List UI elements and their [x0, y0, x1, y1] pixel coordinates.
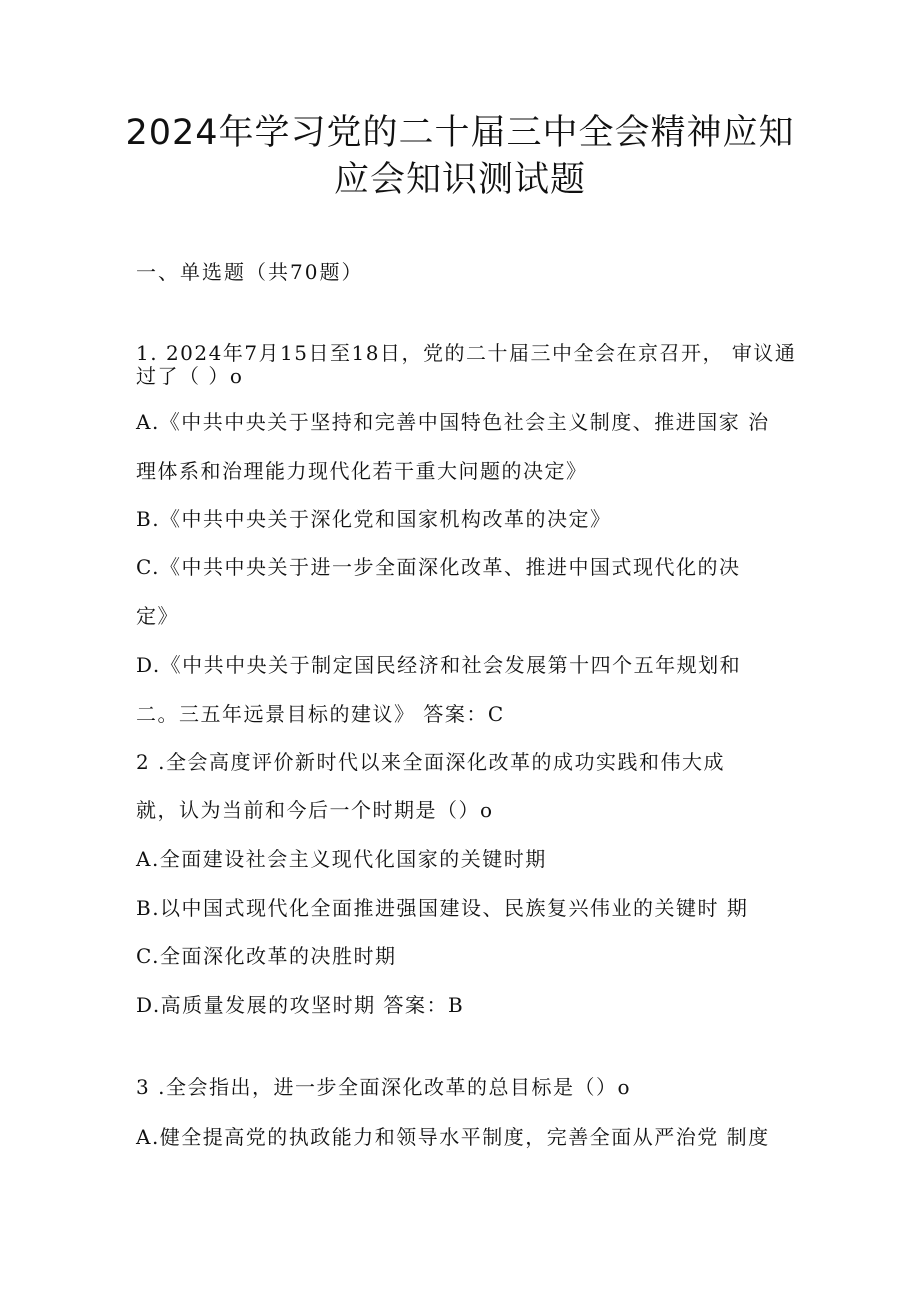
question-2-stem-line-1: 2 .全会高度评价新时代以来全面深化改革的成功实践和伟大成	[136, 750, 725, 774]
question-1-option-c-line-2: 定》	[136, 604, 179, 628]
question-1-option-d-line-2: 二。三五年远景目标的建议》 答案：C	[136, 702, 505, 726]
question-1-option-b: B.《中共中央关于深化党和国家机构改革的决定》	[136, 507, 612, 531]
question-2-option-c: C.全面深化改革的决胜时期	[136, 944, 397, 968]
question-1-option-d-line-1: D.《中共中央关于制定国民经济和社会发展第十四个五年规划和	[136, 653, 742, 677]
question-2-option-d: D.高质量发展的攻坚时期 答案：B	[136, 993, 465, 1017]
question-1-option-a-line-1: A.《中共中央关于坚持和完善中国特色社会主义制度、推进国家 治	[136, 410, 770, 434]
question-2-option-b: B.以中国式现代化全面推进强国建设、民族复兴伟业的关键时 期	[136, 896, 749, 920]
question-1-stem-line-1: 1. 2024年7月15日至18日，党的二十届三中全会在京召开， 审议通	[136, 341, 797, 365]
section-heading: 一、单选题（共70题）	[136, 260, 364, 284]
question-1-stem-line-2: 过了（ ）o	[136, 364, 244, 388]
question-1-option-a-line-2: 理体系和治理能力现代化若干重大问题的决定》	[136, 459, 588, 483]
question-2-stem-line-2: 就，认为当前和今后一个时期是（）o	[136, 798, 494, 822]
document-title-line-2: 应会知识测试题	[333, 160, 586, 200]
question-3-stem: 3 .全会指出，进一步全面深化改革的总目标是（）o	[136, 1075, 631, 1099]
question-1-option-c-line-1: C.《中共中央关于进一步全面深化改革、推进中国式现代化的决	[136, 555, 741, 579]
question-3-option-a: A.健全提高党的执政能力和领导水平制度，完善全面从严治党 制度	[136, 1125, 770, 1149]
question-2-option-a: A.全面建设社会主义现代化国家的关键时期	[136, 847, 547, 871]
document-title-line-1: 2024年学习党的二十届三中全会精神应知	[125, 113, 795, 153]
